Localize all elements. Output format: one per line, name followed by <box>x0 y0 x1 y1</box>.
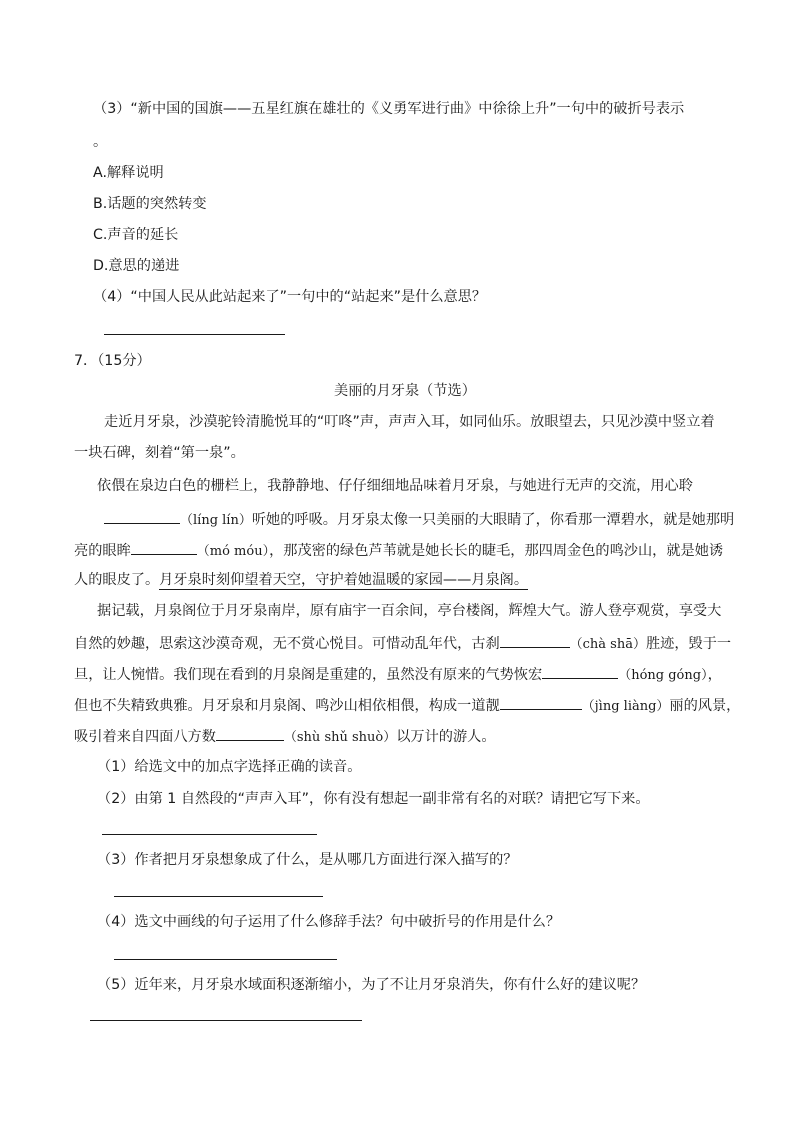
p3-line4-a: 但也不失精致典雅。月牙泉和月泉阁、鸣沙山相依相偎，构成一道靓 <box>74 698 500 714</box>
q7-sub2: （2）由第 1 自然段的“声声入耳”，你有没有想起一副非常有名的对联？请把它写下来。 <box>97 791 650 807</box>
p1-line1: 走近月牙泉，沙漠驼铃清脆悦耳的“叮咚”声，声声入耳，如同仙乐。放眼望去，只见沙漠中竖立着 <box>104 414 715 430</box>
q6-sub3-option-b: B.话题的突然转变 <box>93 196 207 212</box>
p3-line4 <box>74 694 740 717</box>
p3-line5-b: 以万计的游人。 <box>396 729 496 745</box>
q7-sub3-answer-line[interactable] <box>114 896 323 897</box>
q7-sub5: （5）近年来，月牙泉水域面积逐渐缩小，为了不让月牙泉消失，你有什么好的建议呢？ <box>97 977 646 993</box>
p3-line5-a: 吸引着来自四面八方数 <box>74 729 216 745</box>
pinyin-ling: （líng lín） <box>180 513 252 528</box>
blank-hong[interactable] <box>542 663 618 679</box>
q6-sub3-option-c: C.声音的延长 <box>93 227 179 243</box>
underlined-sentence: 月牙泉时刻仰望着天空，守护着她温暖的家园——月泉阁。 <box>159 572 529 588</box>
p3-line3 <box>74 663 722 686</box>
blank-shu[interactable] <box>216 725 284 741</box>
p2-line4 <box>74 570 528 590</box>
q6-sub4-stem: （4）“中国人民从此站起来了”一句中的“站起来”是什么意思？ <box>93 289 487 305</box>
q7-sub1: （1）给选文中的加点字选择正确的读音。 <box>97 759 362 775</box>
p3-line2-a: 自然的妙趣，思索这沙漠奇观，无不赏心悦目。可惜动乱年代，古刹 <box>74 636 500 652</box>
p3-line3-a: 旦，让人惋惜。我们现在看到的月泉阁是重建的，虽然没有原来的气势恢宏 <box>74 667 543 683</box>
pinyin-cha: （chà shā） <box>569 637 646 652</box>
p2-line3-b: ，那茂密的绿色芦苇就是她长长的睫毛，那四周金色的鸣沙山，就是她诱 <box>269 543 724 559</box>
q7-number-label: 7．（15分） <box>74 353 151 369</box>
blank-liang[interactable] <box>500 694 582 710</box>
q6-sub3-stem-end: 。 <box>93 134 108 150</box>
blank-cha[interactable] <box>500 632 570 648</box>
p3-line5 <box>74 725 496 748</box>
q7-sub3: （3）作者把月牙泉想象成了什么，是从哪几方面进行深入描写的？ <box>97 852 518 868</box>
q7-sub4-answer-line[interactable] <box>114 959 337 960</box>
q7-sub4: （4）选文中画线的句子运用了什么修辞手法？句中破折号的作用是什么？ <box>97 914 561 930</box>
p3-line4-b: 丽的风景， <box>669 698 741 714</box>
p2-line3 <box>74 539 723 562</box>
p2-line3-a: 亮的眼眸 <box>74 543 131 559</box>
q6-sub3-option-d: D.意思的递进 <box>93 258 180 274</box>
q7-sub5-answer-line[interactable] <box>90 1020 362 1021</box>
pinyin-mou: （mó móu） <box>196 544 270 559</box>
p2-line2-text: 听她的呼吸。月牙泉太像一只美丽的大眼睛了，你看那一潭碧水，就是她那明 <box>251 512 735 528</box>
pinyin-shu: （shù shǔ shuò） <box>283 730 397 745</box>
p2-line2 <box>104 508 734 531</box>
blank-ling[interactable] <box>104 508 180 524</box>
q7-sub2-answer-line[interactable] <box>102 834 317 835</box>
pinyin-liang: （jìng liàng） <box>581 699 670 714</box>
p3-line1: 据记载，月泉阁位于月牙泉南岸，原有庙宇一百余间，亭台楼阁，辉煌大气。游人登亭观赏，享受大 <box>97 603 722 619</box>
passage-title: 美丽的月牙泉（节选） <box>334 383 476 399</box>
p1-line2: 一块石碑，刻着“第一泉”。 <box>74 445 245 461</box>
blank-mou[interactable] <box>131 539 197 555</box>
p3-line2 <box>74 632 731 655</box>
q6-sub3-option-a: A.解释说明 <box>93 165 164 181</box>
q6-sub3-stem: （3）“新中国的国旗——五星红旗在雄壮的《义勇军进行曲》中徐徐上升”一句中的破折号表示 <box>93 101 685 117</box>
q6-sub4-answer-line[interactable] <box>104 334 285 335</box>
p3-line3-b: ， <box>707 667 722 683</box>
p2-line4-a: 人的眼皮了。 <box>74 572 160 588</box>
p3-line2-b: 胜迹，毁于一 <box>645 636 732 652</box>
p2-line1: 依偎在泉边白色的栅栏上，我静静地、仔仔细细地品味着月牙泉，与她进行无声的交流，用心聆 <box>97 478 693 494</box>
pinyin-hong: （hóng góng） <box>618 668 708 683</box>
